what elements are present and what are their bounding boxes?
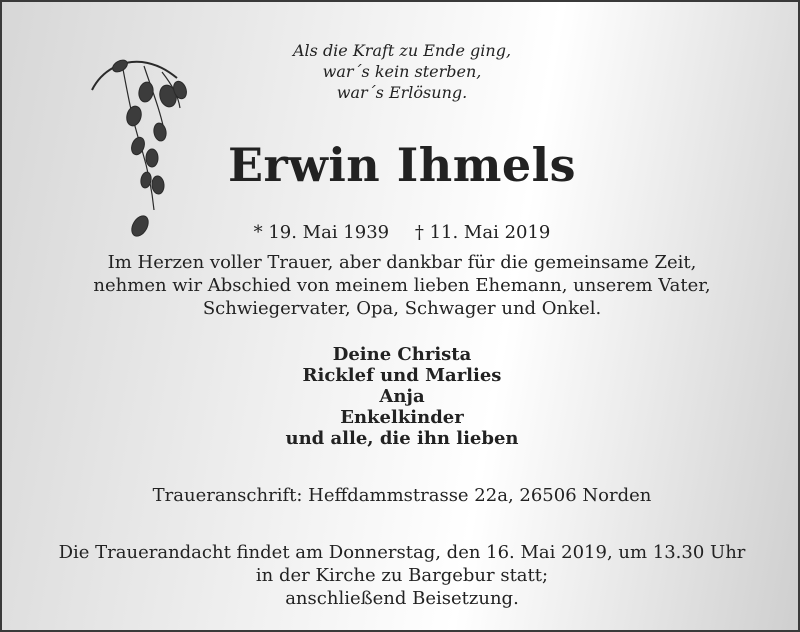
service-line: Die Trauerandacht findet am Donnerstag, den 16. Mai 2019, um 13.30 Uhr [58, 542, 746, 563]
motto-line: war´s Erlösung. [336, 83, 468, 102]
motto-line: war´s kein sterben, [322, 62, 482, 81]
death-date: † 11. Mai 2019 [414, 222, 551, 243]
family-member: und alle, die ihn lieben [285, 428, 519, 449]
family-member: Deine Christa [332, 344, 472, 365]
message-line: nehmen wir Abschied von meinem lieben Ehemann, unserem Vater, [93, 275, 711, 296]
message-line: Im Herzen voller Trauer, aber dankbar für die gemeinsame Zeit, [107, 252, 697, 273]
birth-date: * 19. Mai 1939 [253, 222, 390, 243]
message-line: Schwiegervater, Opa, Schwager und Onkel. [202, 298, 602, 319]
service-line: anschließend Beisetzung. [285, 588, 519, 609]
service-line: in der Kirche zu Bargebur statt; [255, 565, 549, 586]
deceased-name: Erwin Ihmels [227, 138, 577, 192]
service-info [2, 541, 800, 610]
motto-line: Als die Kraft zu Ende ging, [292, 41, 512, 60]
motto [2, 40, 800, 103]
mourning-address: Traueranschrift: Heffdammstrasse 22a, 26506 Norden [152, 485, 652, 506]
family-member: Enkelkinder [340, 407, 464, 428]
family-member: Ricklef und Marlies [302, 365, 502, 386]
message-paragraph [2, 251, 800, 320]
family-member: Anja [379, 386, 425, 407]
life-dates [2, 222, 800, 243]
family-signatures [2, 344, 800, 449]
